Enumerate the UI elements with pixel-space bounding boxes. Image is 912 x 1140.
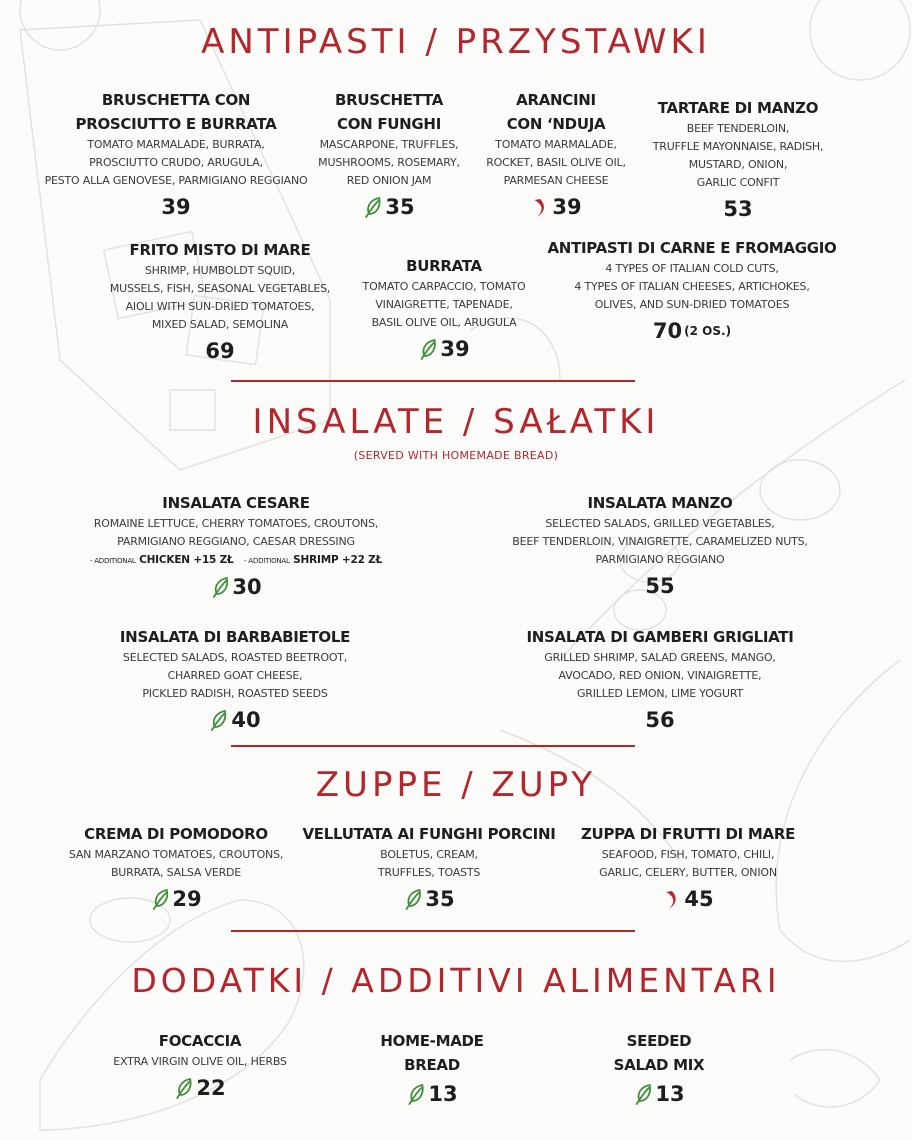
vegetarian-leaf-icon <box>363 196 383 218</box>
item-name: CREMA DI POMODORO <box>84 825 268 843</box>
item-description: TOMATO MARMALADE, BURRATA, <box>87 138 265 151</box>
item-name: INSALATA MANZO <box>587 494 733 512</box>
item-price: 45 <box>581 884 795 914</box>
price-note: (2 OS.) <box>684 324 732 338</box>
item-description: CHARRED GOAT CHEESE, <box>167 669 303 682</box>
item-description: OLIVES, AND SUN-DRIED TOMATOES <box>594 298 790 311</box>
menu-item <box>581 822 795 914</box>
menu-item <box>548 236 837 346</box>
item-name: TARTARE DI MANZO <box>657 99 819 117</box>
menu-item <box>120 625 350 735</box>
item-name: HOME-MADE <box>380 1032 484 1050</box>
vegetarian-leaf-icon <box>150 888 170 910</box>
section-note: (SERVED WITH HOMEMADE BREAD) <box>353 449 559 462</box>
item-name: INSALATA CESARE <box>162 494 310 512</box>
menu-item <box>113 1029 287 1103</box>
menu-item <box>614 1029 705 1109</box>
item-description: PARMIGIANO REGGIANO <box>595 553 725 566</box>
item-price: 53 <box>723 197 753 221</box>
item-name: INSALATA DI GAMBERI GRIGLIATI <box>526 628 794 646</box>
item-description: TOMATO CARPACCIO, TOMATO <box>362 280 526 293</box>
menu-item <box>318 88 460 222</box>
section-divider <box>231 930 635 932</box>
item-description: PESTO ALLA GENOVESE, PARMIGIANO REGGIANO <box>44 174 308 187</box>
item-price: 35 <box>302 884 555 914</box>
vegetarian-leaf-icon <box>633 1083 653 1105</box>
item-description: MUSHROOMS, ROSEMARY, <box>318 156 460 169</box>
item-name: FRITO MISTO DI MARE <box>129 241 311 259</box>
item-price: 29 <box>69 884 283 914</box>
item-price: 39 <box>161 195 191 219</box>
section-title-dodatki: DODATKI / ADDITIVI ALIMENTARI <box>131 961 781 1000</box>
item-description: TRUFFLES, TOASTS <box>377 866 481 879</box>
item-description: MUSSELS, FISH, SEASONAL VEGETABLES, <box>109 282 331 295</box>
item-description: 4 TYPES OF ITALIAN COLD CUTS, <box>605 262 779 275</box>
item-name: VELLUTATA AI FUNGHI PORCINI <box>302 825 556 843</box>
item-name: SEEDED <box>626 1032 692 1050</box>
item-description: SHRIMP, HUMBOLDT SQUID, <box>144 264 296 277</box>
item-description: TOMATO MARMALADE, <box>495 138 617 151</box>
item-description: SAN MARZANO TOMATOES, CROUTONS, <box>68 848 284 861</box>
item-name: ARANCINI <box>516 91 596 109</box>
item-description: GRILLED SHRIMP, SALAD GREENS, MANGO, <box>544 651 776 664</box>
spicy-chili-icon <box>530 196 550 218</box>
item-price: 56 <box>645 708 675 732</box>
item-description: MASCARPONE, TRUFFLES, <box>319 138 459 151</box>
vegetarian-leaf-icon <box>403 888 423 910</box>
item-description: PARMIGIANO REGGIANO, CAESAR DRESSING <box>117 535 355 548</box>
item-description: AVOCADO, RED ONION, VINAIGRETTE, <box>558 669 762 682</box>
item-price: 69 <box>205 339 235 363</box>
item-name: SALAD MIX <box>613 1056 705 1074</box>
menu-item <box>69 822 283 914</box>
item-price: 39 <box>486 192 626 222</box>
item-name: CON FUNGHI <box>337 115 441 133</box>
item-additions: - ADDITIONAL CHICKEN +15 ZŁ - ADDITIONAL SHRIMP +22 ZŁ <box>89 554 383 566</box>
section-divider <box>231 380 635 382</box>
item-name: BREAD <box>404 1056 460 1074</box>
menu-item <box>363 254 526 364</box>
item-name: BRUSCHETTA CON <box>101 91 251 109</box>
section-title-antipasti: ANTIPASTI / PRZYSTAWKI <box>201 22 711 62</box>
item-description: SEAFOOD, FISH, TOMATO, CHILI, <box>601 848 775 861</box>
item-description: PICKLED RADISH, ROASTED SEEDS <box>142 687 328 700</box>
menu-item <box>512 491 807 601</box>
item-description: VINAIGRETTE, TAPENADE, <box>375 298 513 311</box>
item-price: 55 <box>645 574 675 598</box>
item-description: MIXED SALAD, SEMOLINA <box>151 318 289 331</box>
vegetarian-leaf-icon <box>210 576 230 598</box>
vegetarian-leaf-icon <box>174 1077 194 1099</box>
item-name: ANTIPASTI DI CARNE E FROMAGGIO <box>547 239 837 257</box>
item-name: BRUSCHETTA <box>334 91 444 109</box>
item-description: PROSCIUTTO CRUDO, ARUGULA, <box>89 156 263 169</box>
menu-item <box>90 491 382 602</box>
menu-item <box>526 625 793 735</box>
item-description: BEEF TENDERLOIN, <box>686 122 790 135</box>
item-description: ROCKET, BASIL OLIVE OIL, <box>486 156 626 169</box>
item-description: TRUFFLE MAYONNAISE, RADISH, <box>652 140 824 153</box>
item-description: SELECTED SALADS, GRILLED VEGETABLES, <box>545 517 775 530</box>
item-description: GARLIC CONFIT <box>696 176 780 189</box>
menu-item <box>486 88 626 222</box>
item-description: 4 TYPES OF ITALIAN CHEESES, ARTICHOKES, <box>574 280 810 293</box>
item-description: BURRATA, SALSA VERDE <box>110 866 242 879</box>
item-description: BOLETUS, CREAM, <box>380 848 478 861</box>
item-price: 30 <box>90 572 382 602</box>
item-price: 70 (2 OS.) <box>548 316 837 346</box>
item-description: EXTRA VIRGIN OLIVE OIL, HERBS <box>113 1055 287 1068</box>
item-description: PARMESAN CHEESE <box>503 174 609 187</box>
item-description: GRILLED LEMON, LIME YOGURT <box>576 687 744 700</box>
section-title-zuppe: ZUPPE / ZUPY <box>315 765 597 805</box>
item-name: CON ‘NDUJA <box>506 115 606 133</box>
menu-item <box>45 88 308 222</box>
menu-item <box>653 96 824 224</box>
item-name: FOCACCIA <box>158 1032 242 1050</box>
item-description: GARLIC, CELERY, BUTTER, ONION <box>599 866 777 879</box>
menu-item <box>302 822 555 914</box>
item-description: AIOLI WITH SUN-DRIED TOMATOES, <box>125 300 315 313</box>
item-description: RED ONION JAM <box>346 174 432 187</box>
item-price: 35 <box>318 192 460 222</box>
item-description: BASIL OLIVE OIL, ARUGULA <box>371 316 517 329</box>
item-price: 39 <box>363 334 526 364</box>
vegetarian-leaf-icon <box>406 1083 426 1105</box>
menu-item <box>110 238 330 366</box>
item-price: 22 <box>113 1073 287 1103</box>
item-price: 13 <box>380 1079 483 1109</box>
item-description: MUSTARD, ONION, <box>688 158 788 171</box>
item-description: ROMAINE LETTUCE, CHERRY TOMATOES, CROUTONS, <box>93 517 379 530</box>
item-description: SELECTED SALADS, ROASTED BEETROOT, <box>122 651 348 664</box>
section-divider <box>231 745 635 747</box>
menu-item <box>380 1029 483 1109</box>
vegetarian-leaf-icon <box>418 338 438 360</box>
spicy-chili-icon <box>662 888 682 910</box>
item-name: INSALATA DI BARBABIETOLE <box>119 628 351 646</box>
item-name: ZUPPA DI FRUTTI DI MARE <box>580 825 796 843</box>
item-price: 40 <box>120 705 350 735</box>
item-price: 13 <box>614 1079 705 1109</box>
item-name: BURRATA <box>406 257 482 275</box>
item-name: PROSCIUTTO E BURRATA <box>75 115 277 133</box>
section-title-insalate: INSALATE / SAŁATKI <box>252 402 660 442</box>
item-description: BEEF TENDERLOIN, VINAIGRETTE, CARAMELIZED NUTS, <box>512 535 808 548</box>
vegetarian-leaf-icon <box>209 709 229 731</box>
